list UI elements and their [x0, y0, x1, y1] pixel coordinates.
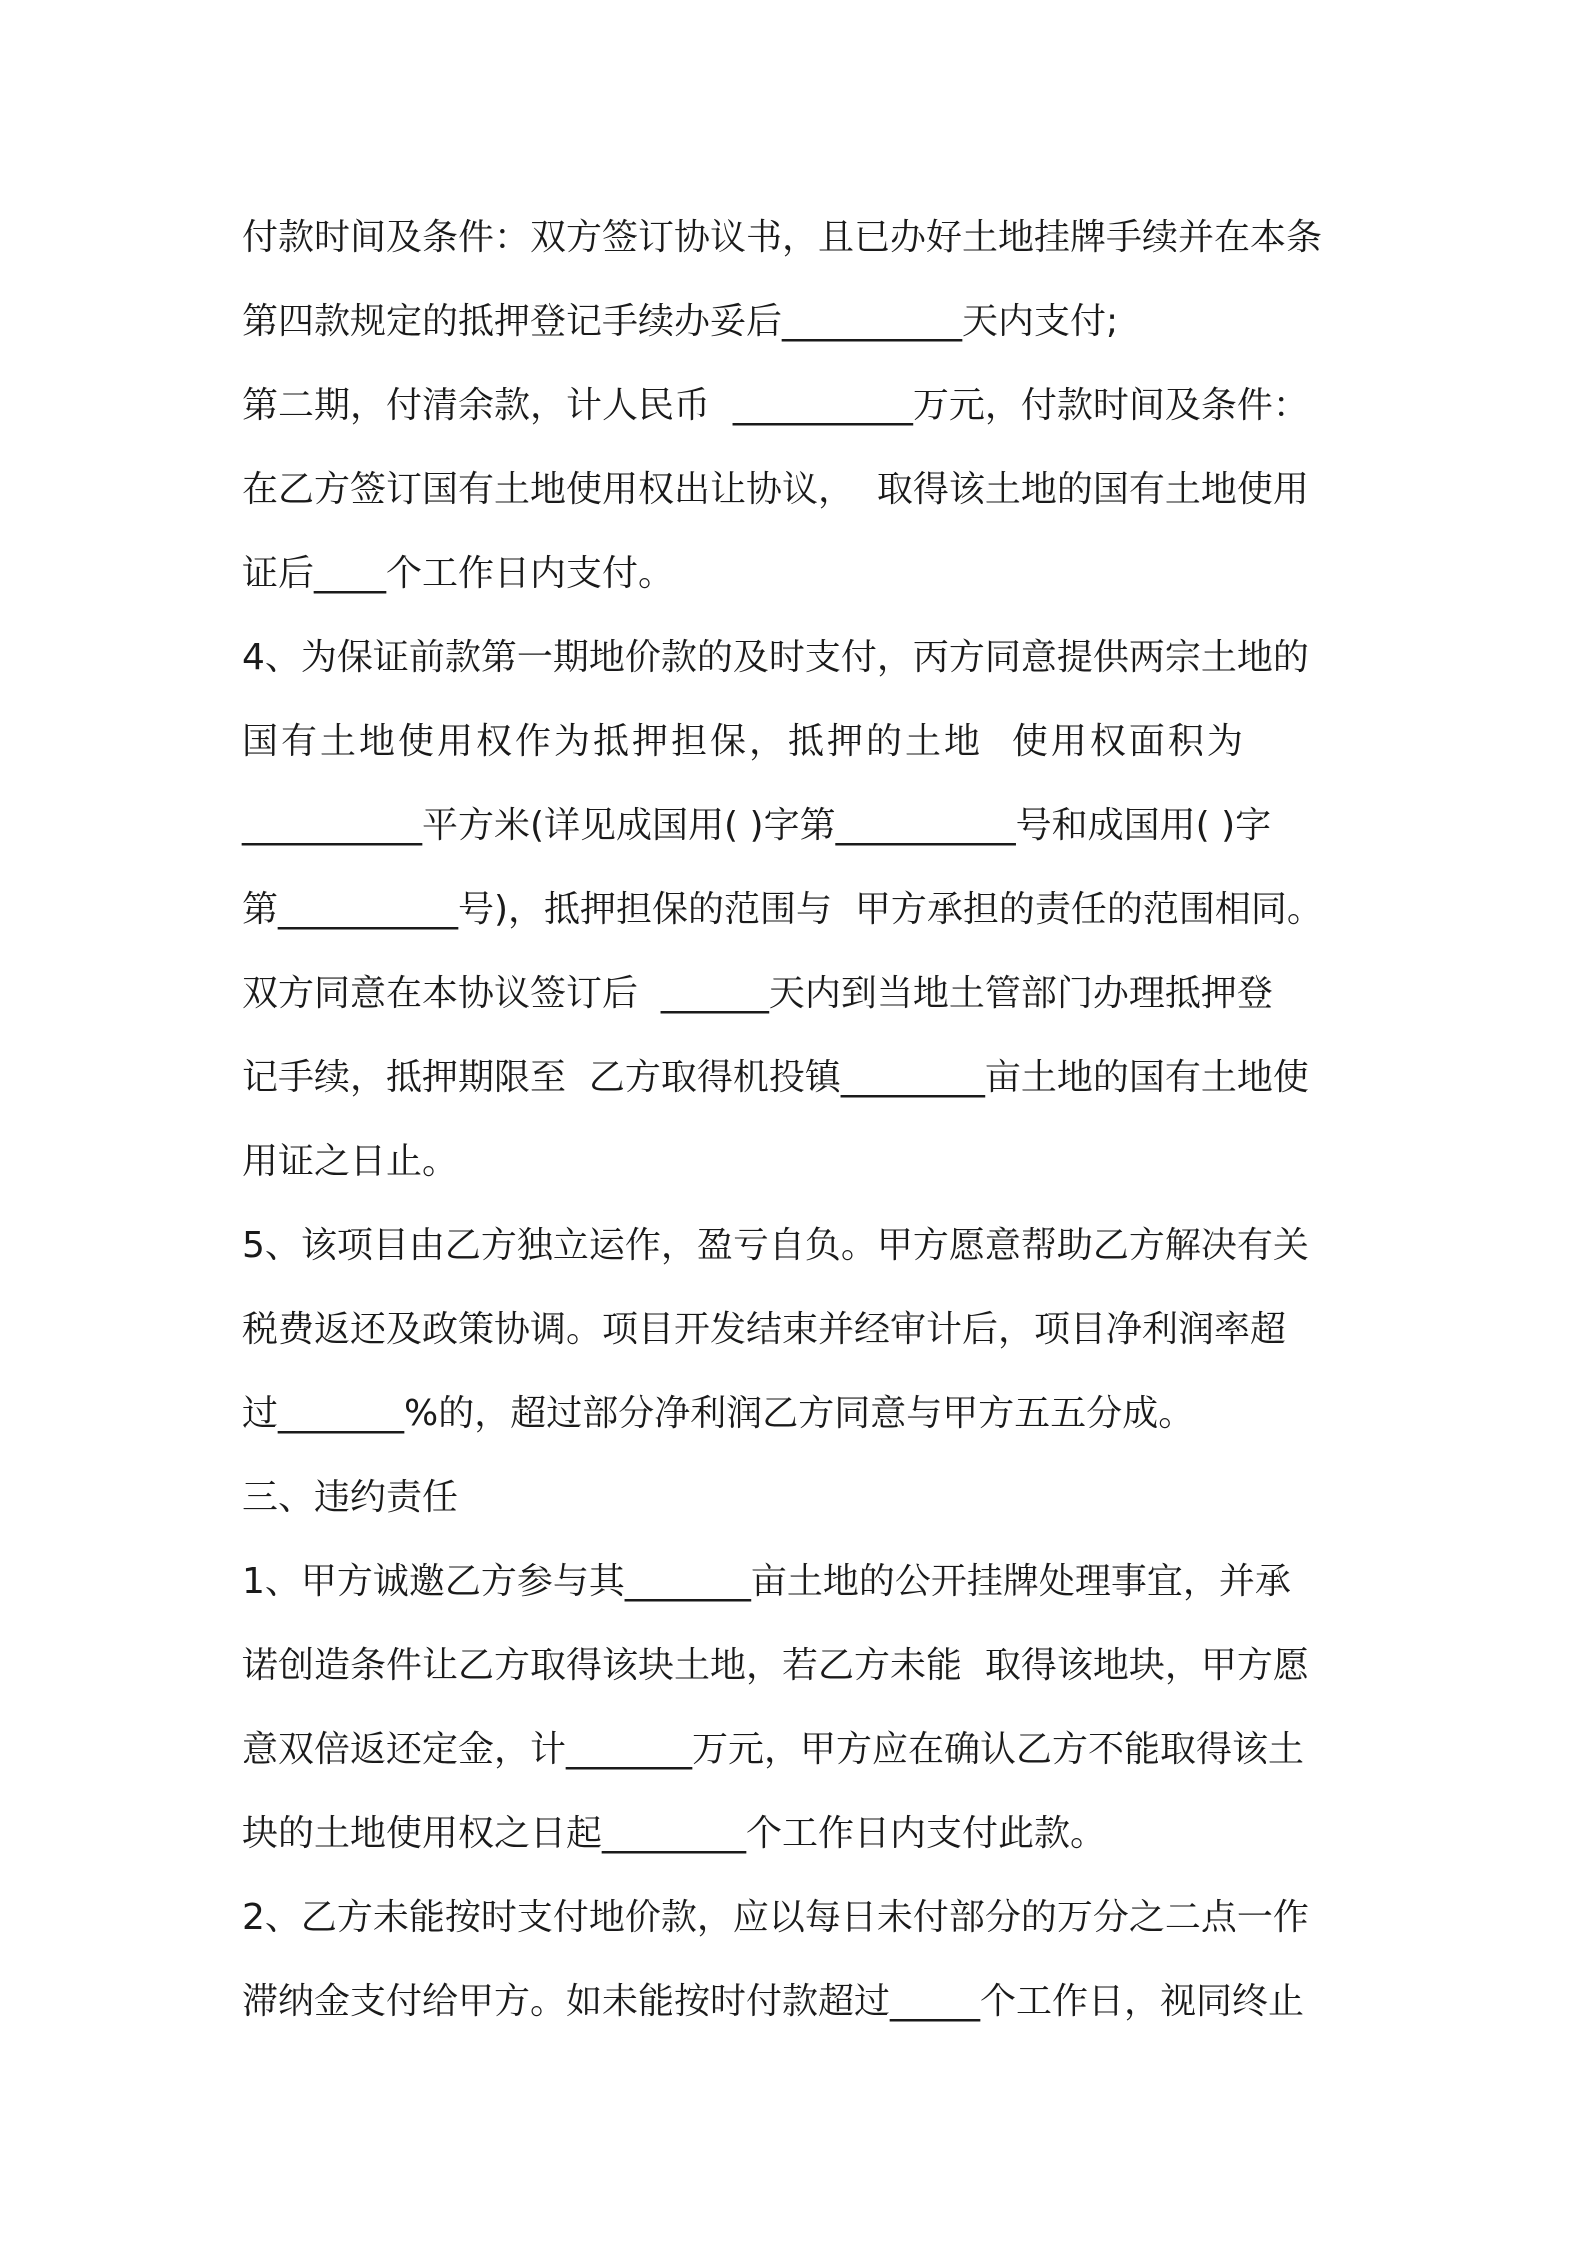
section-heading-breach: 三、违约责任: [242, 1477, 459, 1518]
text-line-10: 双方同意在本协议签订后 ______天内到当地土管部门办理抵押登: [242, 973, 1273, 1014]
text-line-14: 税费返还及政策协调。项目开发结束并经审计后，项目净利润率超: [242, 1309, 1287, 1350]
text-line-9: 第__________号)，抵押担保的范围与 甲方承担的责任的范围相同。: [242, 889, 1323, 930]
text-line-20: 块的土地使用权之日起________个工作日内支付此款。: [242, 1813, 1107, 1854]
text-line-17: 1、甲方诚邀乙方参与其_______亩土地的公开挂牌处理事宜，并承: [242, 1561, 1291, 1602]
contract-text: [242, 196, 1362, 2044]
text-line-22: 滞纳金支付给甲方。如未能按时付款超过_____个工作日，视同终止: [242, 1981, 1305, 2022]
text-line-15: 过_______%的，超过部分净利润乙方同意与甲方五五分成。: [242, 1393, 1195, 1434]
text-line-13: 5、该项目由乙方独立运作，盈亏自负。甲方愿意帮助乙方解决有关: [242, 1225, 1309, 1266]
text-line-2: 第四款规定的抵押登记手续办妥后__________天内支付;: [242, 301, 1119, 342]
text-line-3: 第二期，付清余款，计人民币 __________万元，付款时间及条件：: [242, 385, 1309, 426]
text-line-5: 证后____个工作日内支付。: [242, 553, 675, 594]
text-line-19: 意双倍返还定金，计_______万元，甲方应在确认乙方不能取得该土: [242, 1729, 1305, 1770]
text-line-8: __________平方米(详见成国用( )字第__________号和成国用( )字: [242, 805, 1272, 846]
text-line-11: 记手续，抵押期限至 乙方取得机投镇________亩土地的国有土地使: [242, 1057, 1309, 1098]
text-line-4: 在乙方签订国有土地使用权出让协议， 取得该土地的国有土地使用: [242, 469, 1309, 510]
text-line-18: 诺创造条件让乙方取得该块土地，若乙方未能 取得该地块，甲方愿: [242, 1645, 1309, 1686]
text-line-12: 用证之日止。: [242, 1141, 459, 1182]
text-line-1: 付款时间及条件：双方签订协议书，且已办好土地挂牌手续并在本条: [242, 217, 1323, 258]
text-line-6: 4、为保证前款第一期地价款的及时支付，丙方同意提供两宗土地的: [242, 637, 1309, 678]
text-line-7: 国有土地使用权作为抵押担保，抵押的土地 使用权面积为: [242, 721, 1246, 762]
text-line-21: 2、乙方未能按时支付地价款，应以每日未付部分的万分之二点一作: [242, 1897, 1309, 1938]
